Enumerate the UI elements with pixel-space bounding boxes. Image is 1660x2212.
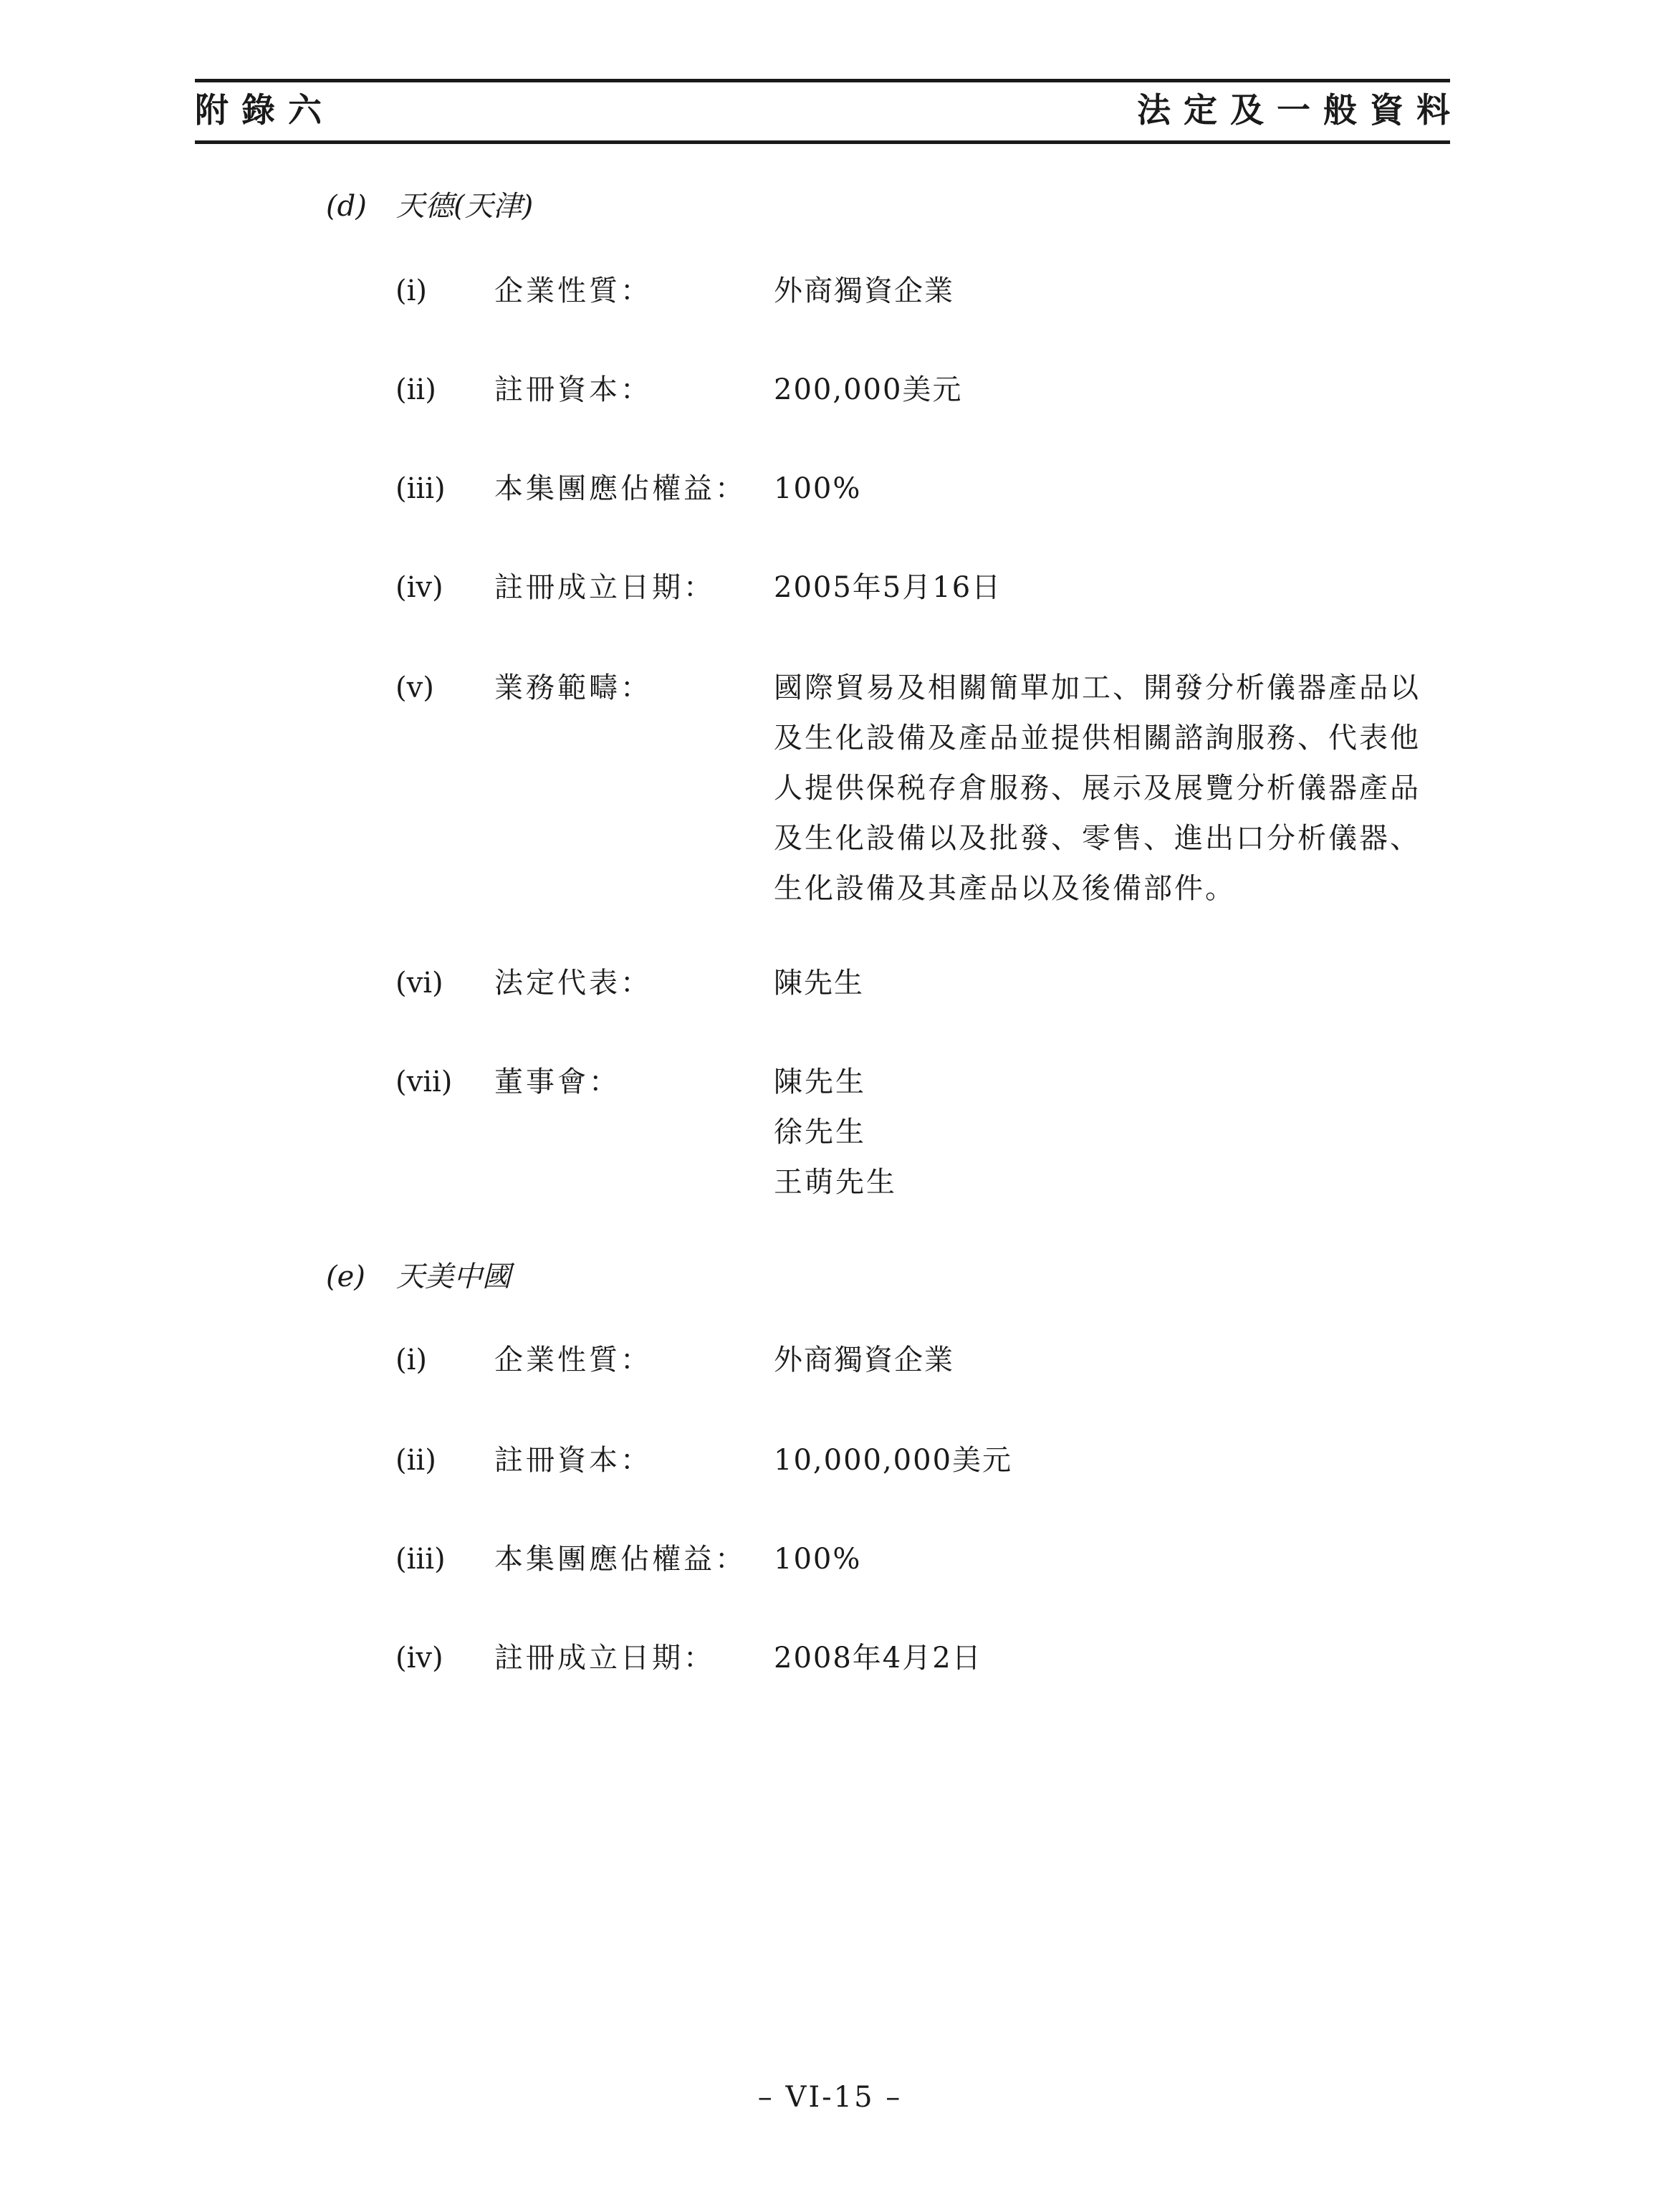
item-label: 業務範疇：	[494, 671, 652, 704]
item-number: (ii)	[395, 373, 436, 406]
section-e-title	[326, 1255, 511, 1298]
appendix-title: 附錄六	[195, 91, 335, 130]
list-item	[395, 269, 1456, 312]
item-number: (i)	[395, 274, 428, 307]
item-value: 陳先生	[774, 967, 864, 1000]
list-item	[395, 566, 1456, 609]
list-item	[395, 1538, 1456, 1581]
item-label: 法定代表：	[494, 967, 652, 1000]
item-number: (v)	[395, 671, 434, 704]
item-label: 註冊成立日期：	[494, 571, 715, 604]
list-item	[395, 962, 1456, 1005]
item-number: (ii)	[395, 1444, 436, 1477]
list-item	[395, 1439, 1456, 1482]
item-value: 200,000美元	[774, 373, 963, 406]
text-line: 人提供保税存倉服務、展示及展覽分析儀器產品	[774, 772, 1421, 805]
header-rule-bottom	[195, 140, 1450, 144]
section-letter: (e)	[326, 1260, 365, 1293]
item-number: (iv)	[395, 571, 443, 604]
item-value: 外商獨資企業	[774, 274, 954, 307]
item-value: 10,000,000美元	[774, 1444, 1013, 1477]
board-member: 徐先生	[774, 1116, 866, 1149]
section-d-title	[326, 185, 533, 228]
item-value: 外商獨資企業	[774, 1344, 954, 1376]
item-value: 100%	[774, 472, 862, 505]
item-label: 註冊資本：	[494, 373, 652, 406]
item-label: 本集團應佔權益：	[494, 1543, 747, 1576]
item-number: (iv)	[395, 1642, 443, 1675]
item-label: 董事會：	[494, 1066, 620, 1098]
item-value: 2005年5月16日	[774, 571, 1002, 604]
list-item	[395, 1637, 1456, 1680]
list-item	[395, 467, 1456, 510]
list-item	[395, 1339, 1456, 1382]
text-line: 及生化設備以及批發、零售、進出口分析儀器、	[774, 822, 1421, 855]
item-label: 註冊成立日期：	[494, 1642, 715, 1675]
text-line: 生化設備及其產品以及後備部件。	[774, 872, 1236, 905]
page-number: – VI-15 –	[757, 2081, 903, 2114]
section-name: 天德(天津)	[396, 190, 534, 223]
item-label: 註冊資本：	[494, 1444, 652, 1477]
header-rule-top	[195, 79, 1450, 82]
chapter-title: 法定及一般資料	[1137, 91, 1463, 130]
text-line: 國際貿易及相關簡單加工、開發分析儀器產品以	[774, 671, 1421, 704]
item-number: (iii)	[395, 1543, 446, 1576]
item-number: (i)	[395, 1344, 428, 1376]
item-number: (vi)	[395, 967, 443, 1000]
board-member: 王萌先生	[774, 1166, 897, 1199]
item-value: 2008年4月2日	[774, 1642, 982, 1675]
item-label: 企業性質：	[494, 274, 652, 307]
item-label: 本集團應佔權益：	[494, 472, 747, 505]
section-name: 天美中國	[396, 1260, 511, 1293]
board-members	[774, 1057, 1454, 1207]
board-member: 陳先生	[774, 1066, 866, 1098]
section-letter: (d)	[326, 190, 367, 223]
business-scope-text	[774, 663, 1454, 914]
item-label: 企業性質：	[494, 1344, 652, 1376]
item-value: 100%	[774, 1543, 862, 1576]
text-line: 及生化設備及產品並提供相關諮詢服務、代表他	[774, 722, 1421, 755]
item-number: (vii)	[395, 1066, 453, 1098]
item-number: (iii)	[395, 472, 446, 505]
list-item	[395, 368, 1456, 411]
